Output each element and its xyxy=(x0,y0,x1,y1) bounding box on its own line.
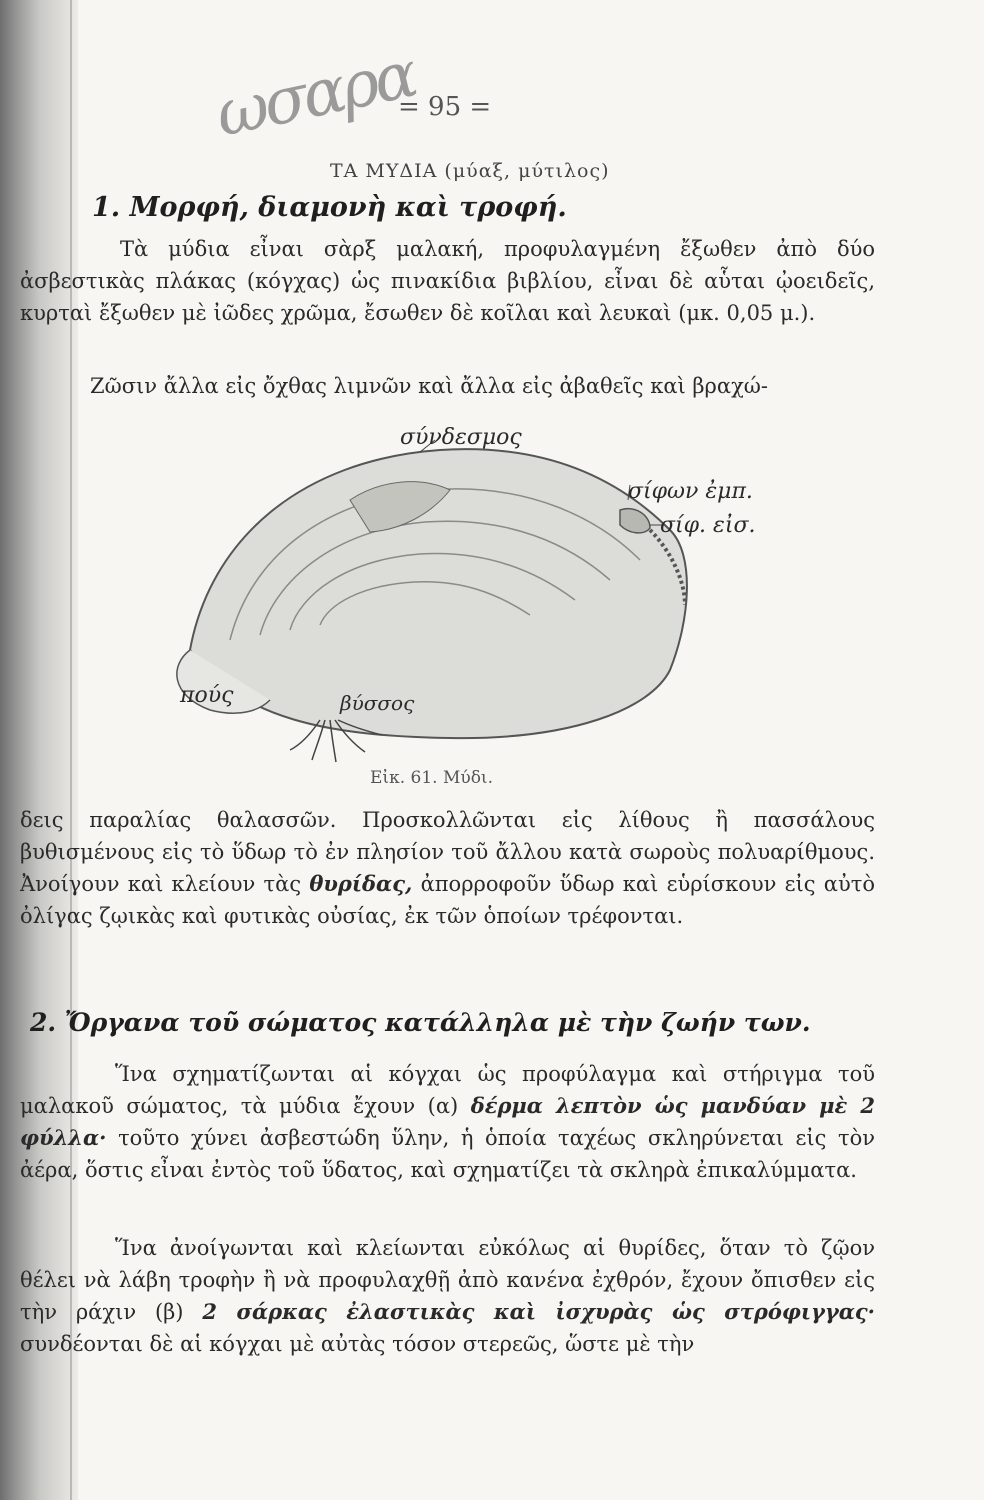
section-2-paragraph-1 xyxy=(20,1058,875,1186)
label-siphon-inhalant: σίφ. εἰσ. xyxy=(660,513,756,538)
s2p2-text-1: Ἵνα ἀνοίγωνται καὶ κλείωνται εὐκόλως αἱ θυρίδες, ὅταν τὸ ζῷον θέλει νὰ λάβη τροφὴν ἢ νὰ προφυλαχθῇ ἀπὸ κανένα ἐχθρόν, ἔχουν ὄπισθεν εἰς τὴν ράχιν (β) xyxy=(20,1236,875,1324)
p3-text-1: δεις παραλίας θαλασσῶν. Προσκολλῶνται εἰς λίθους ἢ πασσάλους βυθισμένους εἰς τὸ ὕδωρ τὸ ἐν πλησίον τοῦ ἄλλου κατὰ σωροὺς πολυαρίθμους. Ἀνοίγουν καὶ κλείουν τὰς xyxy=(20,808,875,896)
s2p1-text-1: Ἵνα σχηματίζωνται αἱ κόγχαι ὡς προφύλαγμα καὶ στήριγμα τοῦ μαλακοῦ σώματος, τὰ μύδια ἔχουν (α) xyxy=(20,1062,875,1118)
section-2-paragraph-2 xyxy=(20,1232,875,1360)
section-1-paragraph-3 xyxy=(20,804,875,932)
p3-text-2: ἀπορροφοῦν ὕδωρ καὶ εὑρίσκουν εἰς αὐτὸ ὀλίγας ζῳικὰς καὶ φυτικὰς οὐσίας, ἐκ τῶν ὁποίων τρέφονται. xyxy=(20,872,875,928)
label-siphon-exhalant: σίφων ἐμπ. xyxy=(628,479,753,504)
section-1-heading: 1. Μορφή, διαμονὴ καὶ τροφή. xyxy=(92,192,567,223)
section-1-paragraph-2: Ζῶσιν ἄλλα εἰς ὄχθας λιμνῶν καὶ ἄλλα εἰς ἀβαθεῖς καὶ βραχώ- xyxy=(90,374,769,398)
mussel-illustration xyxy=(150,420,790,770)
handwritten-note: ωσαρα xyxy=(209,38,421,152)
section-1-paragraph-1: Τὰ μύδια εἶναι σὰρξ μαλακή, προφυλαγμένη ἔξωθεν ἀπὸ δύο ἀσβεστικὰς πλάκας (κόγχας) ὡς πινακίδια βιβλίου, εἶναι δὲ αὗται ᾠοειδεῖς, κυρταὶ ἔξωθεν μὲ ἰῶδες χρῶμα, ἔσωθεν δὲ κοῖλαι καὶ λευκαὶ (μκ. 0,05 μ.). xyxy=(20,237,875,325)
s2p1-text-2: τοῦτο χύνει ἀσβεστώδη ὕλην, ἡ ὁποία ταχέως σκληρύνεται εἰς τὸν ἀέρα, ὅστις εἶναι ἐντὸς τοῦ ὕδατος, καὶ σχηματίζει τὰ σκληρὰ ἐπικαλύμματα. xyxy=(20,1126,875,1182)
chapter-title: ΤΑ ΜΥΔΙΑ (μύαξ, μύτιλος) xyxy=(330,160,610,182)
s2p2-text-2: συνδέονται δὲ αἱ κόγχαι μὲ αὐτὰς τόσον στερεῶς, ὥστε μὲ τὴν xyxy=(20,1332,695,1356)
label-foot: πούς xyxy=(180,683,234,708)
s2p2-emphasis: 2 σάρκας ἐλαστικὰς καὶ ἰσχυρὰς ὡς στρόφιγγας· xyxy=(202,1299,875,1324)
page-number: = 95 = xyxy=(398,92,492,122)
label-ligament: σύνδεσμος xyxy=(400,425,522,450)
s2p1-emphasis: δέρμα λεπτὸν ὡς μανδύαν μὲ 2 φύλλα· xyxy=(20,1093,875,1150)
p3-emphasis: θυρίδας, xyxy=(309,871,413,896)
figure-caption: Εἰκ. 61. Μύδι. xyxy=(370,768,493,788)
label-byssus: βύσσος xyxy=(340,691,415,715)
section-2-heading: 2. Ὄργανα τοῦ σώματος κατάλληλα μὲ τὴν ζωήν των. xyxy=(30,1008,811,1037)
